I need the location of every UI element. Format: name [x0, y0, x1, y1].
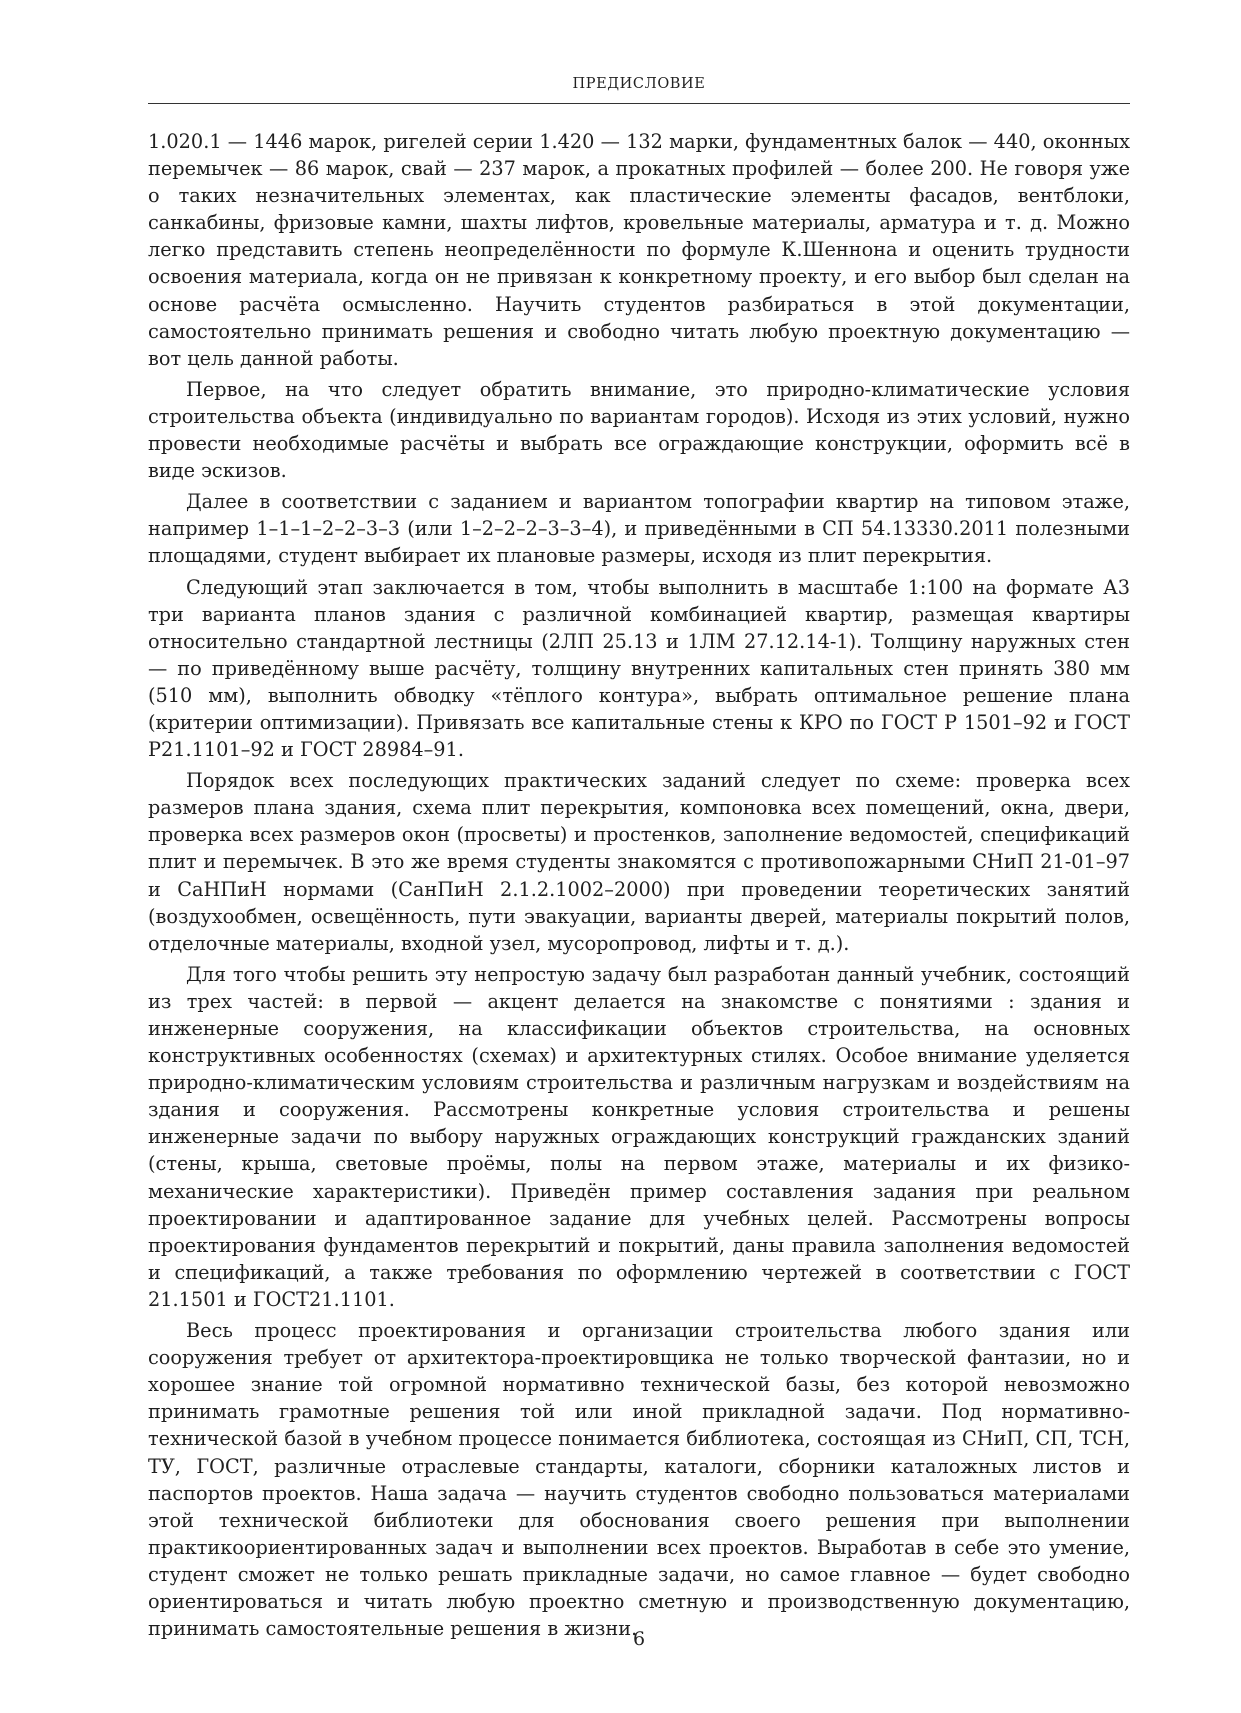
header-divider: [148, 103, 1130, 104]
paragraph-1: 1.020.1 — 1446 марок, ригелей серии 1.420 — 132 марки, фундаментных балок — 440, оконных перемычек — 86 марок, свай — 237 марок, а прокатных профилей — более 200. Не говоря уже о таких незначительных элементах, как пластические элементы фасадов, вентблоки, санкабины, фризовые камни, шахты лифтов, кровельные материалы, арматура и т. д. Можно легко представить степень неопределённости по формуле К.Шеннона и оценить трудности освоения материала, когда он не привязан к конкретному проекту, и его выбор был сделан на основе расчёта осмысленно. Научить студентов разбираться в этой документации, самостоятельно принимать решения и свободно читать любую проектную документацию — вот цель данной работы.: [148, 130, 1130, 370]
paragraph-2: Первое, на что следует обратить внимание, это природно-климатические условия строительства объекта (индивидуально по вариантам городов). Исходя из этих условий, нужно провести необходимые расчёты и выбрать все ограждающие конструкции, оформить всё в виде эскизов.: [148, 377, 1130, 483]
paragraph-4: Следующий этап заключается в том, чтобы выполнить в масштабе 1:100 на формате А3 три варианта планов здания с различной комбинацией квартир, размещая квартиры относительно стандартной лестницы (2ЛП 25.13 и 1ЛМ 27.12.14-1). Толщину наружных стен — по приведённому выше расчёту, толщину внутренних капитальных стен принять 380 мм (510 мм), выполнить обводку «тёплого контура», выбрать оптимальное решение плана (критерии оптимизации). Привязать все капитальные стены к КРО по ГОСТ Р 1501–92 и ГОСТ Р21.1101–92 и ГОСТ 28984–91.: [148, 575, 1130, 762]
running-head-title: ПРЕДИСЛОВИЕ: [572, 76, 706, 92]
page-number: 6: [632, 1628, 646, 1650]
paragraph-3: Далее в соответствии с заданием и вариантом топографии квартир на типовом этаже, например 1–1–1–2–2–3–3 (или 1–2–2–2–3–3–4), и приведёнными в СП 54.13330.2011 полезными площадями, студент выбирает их плановые размеры, исходя из плит перекрытия.: [148, 490, 1130, 568]
paragraph-5: Порядок всех последующих практических заданий следует по схеме: проверка всех размеров плана здания, схема плит перекрытия, компоновка всех помещений, окна, двери, проверка всех размеров окон (просветы) и простенков, заполнение ведомостей, спецификаций плит и перемычек. В это же время студенты знакомятся с противопожарными СНиП 21-01–97 и СаНПиН нормами (СанПиН 2.1.2.1002–2000) при проведении теоретических занятий (воздухообмен, освещённость, пути эвакуации, варианты дверей, материалы покрытий полов, отделочные материалы, входной узел, мусоропровод, лифты и т. д.).: [148, 769, 1130, 955]
body-text: [148, 128, 1130, 1646]
paragraph-7: Весь процесс проектирования и организации строительства любого здания или сооружения требует от архитектора-проектировщика не только творческой фантазии, но и хорошее знание той огромной нормативно технической базы, без которой невозможно принимать грамотные решения той или иной прикладной задачи. Под нормативно-технической базой в учебном процессе понимается библиотека, состоящая из СНиП, СП, ТСН, ТУ, ГОСТ, различные отраслевые стандарты, каталоги, сборники каталожных листов и паспортов проектов. Наша задача — научить студентов свободно пользоваться материалами этой технической библиотеки для обоснования своего решения при выполнении практикоориентированных задач и выполнении всех проектов. Выработав в себе это умение, студент сможет не только решать прикладные задачи, но самое главное — будет свободно ориентироваться и читать любую проектно сметную и производственную документацию, принимать самостоятельные решения в жизни.: [148, 1319, 1130, 1641]
paragraph-6: Для того чтобы решить эту непростую задачу был разработан данный учебник, состоящий из трех частей: в первой — акцент делается на знакомстве с понятиями : здания и инженерные сооружения, на классификации объектов строительства, на основных конструктивных особенностях (схемах) и архитектурных стилях. Особое внимание уделяется природно-климатическим условиям строительства и различным нагрузкам и воздействиям на здания и сооружения. Рассмотрены конкретные условия строительства и решены инженерные задачи по выбору наружных ограждающих конструкций гражданских зданий (стены, крыша, световые проёмы, полы на первом этаже, материалы и их физико-механические характеристики). Приведён пример составления задания при реальном проектировании и адаптированное задание для учебных целей. Рассмотрены вопросы проектирования фундаментов перекрытий и покрытий, даны правила заполнения ведомостей и спецификаций, а также требования по оформлению чертежей в соответствии с ГОСТ 21.1501 и ГОСТ21.1101.: [148, 962, 1130, 1311]
